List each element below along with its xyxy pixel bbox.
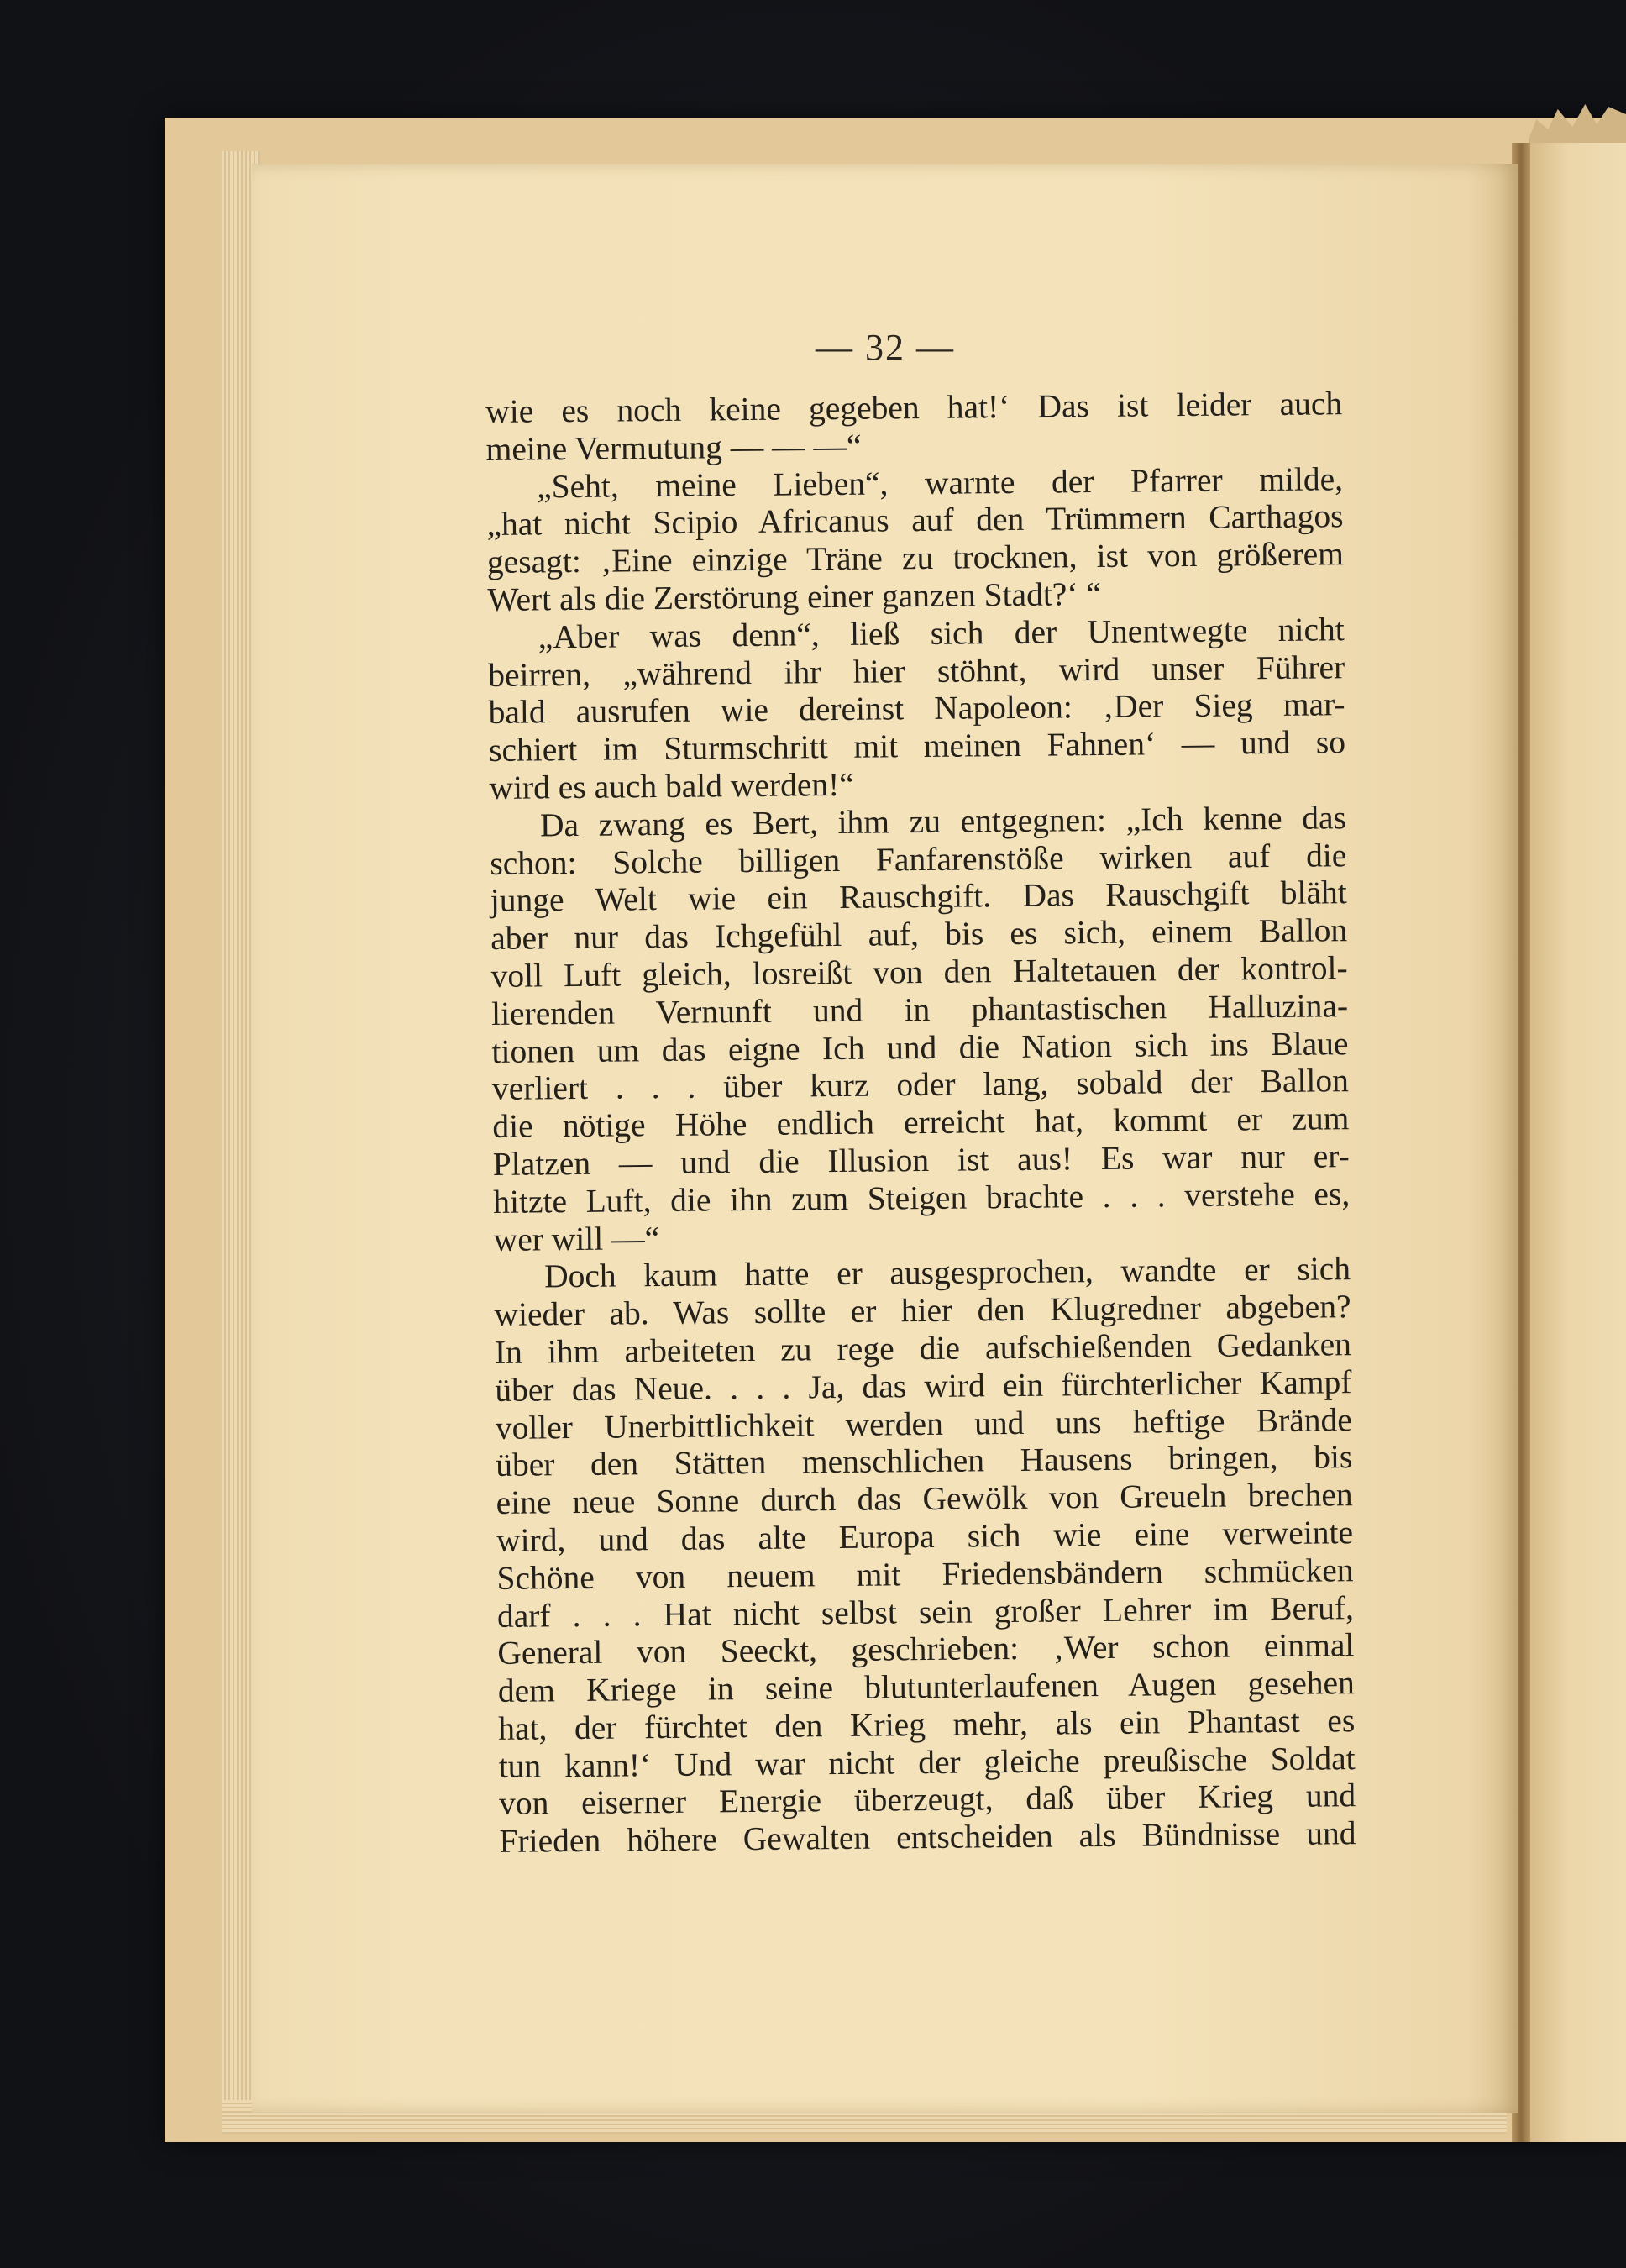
text-line: tun kann!‘ Und war nicht der gleiche preußische Soldat — [498, 1739, 1356, 1785]
text-line: eine neue Sonne durch das Gewölk von Greueln brechen — [496, 1476, 1353, 1522]
text-line: wird es auch bald werden!“ — [489, 765, 855, 806]
text-line: Doch kaum hatte er ausgesprochen, wandte er sich — [543, 1250, 1351, 1295]
text-line: wieder ab. Was sollte er hier den Klugredner abgeben? — [494, 1288, 1351, 1334]
text-line: Da zwang es Bert, ihm zu entgegnen: „Ich kenne das — [539, 798, 1347, 844]
text-line: aber nur das Ichgefühl auf, bis es sich, einem Ballon — [490, 911, 1348, 958]
text-line: hat, der fürchtet den Krieg mehr, als ein Phantast es — [498, 1702, 1356, 1747]
page-number: — 32 — — [816, 327, 955, 368]
text-line: Frieden höhere Gewalten entscheiden als Bündnisse und — [499, 1814, 1356, 1861]
text-line: Wert als die Zerstörung einer ganzen Stadt?‘ “ — [487, 575, 1102, 618]
body-text — [485, 385, 1356, 1861]
text-line: über das Neue. . . . Ja, das wird ein fürchterlicher Kampf — [495, 1362, 1352, 1409]
text-line: dem Kriege in seine blutunterlaufenen Augen gesehen — [497, 1664, 1355, 1710]
text-line: die nötige Höhe endlich erreicht hat, kommt er zum — [492, 1100, 1350, 1146]
text-line: von eiserner Energie überzeugt, daß über Krieg und — [498, 1777, 1356, 1823]
text-line: „hat nicht Scipio Africanus auf den Trümmern Carthagos — [486, 497, 1344, 543]
text-line: schon: Solche billigen Fanfarenstöße wirken auf die — [490, 836, 1347, 882]
text-line: „Aber was denn“, ließ sich der Unentwegte nicht — [538, 610, 1345, 656]
text-line: meine Vermutung — — —“ — [485, 427, 862, 468]
text-line: wer will —“ — [493, 1219, 660, 1258]
text-line: gesagt: ‚Eine einzige Träne zu trocknen, ist von größerem — [486, 535, 1345, 581]
text-line: bald ausrufen wie dereinst Napoleon: ‚Der Sieg mar- — [488, 685, 1345, 732]
text-line: schiert im Sturmschritt mit meinen Fahnen‘ — und so — [488, 723, 1346, 769]
text-line: tionen um das eigne Ich und die Nation sich ins Blaue — [491, 1024, 1349, 1070]
text-line: verliert . . . über kurz oder lang, sobald der Ballon — [491, 1062, 1350, 1108]
text-line: lierenden Vernunft und in phantastischen Halluzina- — [490, 986, 1349, 1032]
text-line: junge Welt wie ein Rauschgift. Das Rauschgift bläht — [490, 874, 1347, 920]
text-line: voll Luft gleich, losreißt von den Haltetauen der kontrol- — [490, 949, 1348, 995]
text-line: wird, und das alte Europa sich wie eine verweinte — [496, 1514, 1354, 1559]
text-line: darf . . . Hat nicht selbst sein großer Lehrer im Beruf, — [496, 1588, 1355, 1635]
text-line: In ihm arbeiteten zu rege die aufschießenden Gedanken — [494, 1326, 1352, 1371]
text-line: beirren, „während ihr hier stöhnt, wird unser Führer — [488, 648, 1345, 694]
text-line: hitzte Luft, die ihn zum Steigen brachte . . . verstehe es, — [493, 1174, 1351, 1221]
facing-page-sliver — [1530, 143, 1626, 2142]
text-line: General von Seeckt, geschrieben: ‚Wer schon einmal — [497, 1626, 1355, 1672]
text-line: Schöne von neuem mit Friedensbändern schmücken — [496, 1551, 1354, 1597]
text-line: über den Stätten menschlichen Hausens bringen, bis — [496, 1438, 1353, 1484]
text-line: voller Unerbittlichkeit werden und uns heftige Brände — [495, 1400, 1352, 1446]
text-line: wie es noch keine gegeben hat!‘ Das ist leider auch — [485, 385, 1343, 430]
text-line: „Seht, meine Lieben“, warnte der Pfarrer milde, — [536, 459, 1344, 506]
text-line: Platzen — und die Illusion ist aus! Es war nur er- — [492, 1137, 1350, 1183]
